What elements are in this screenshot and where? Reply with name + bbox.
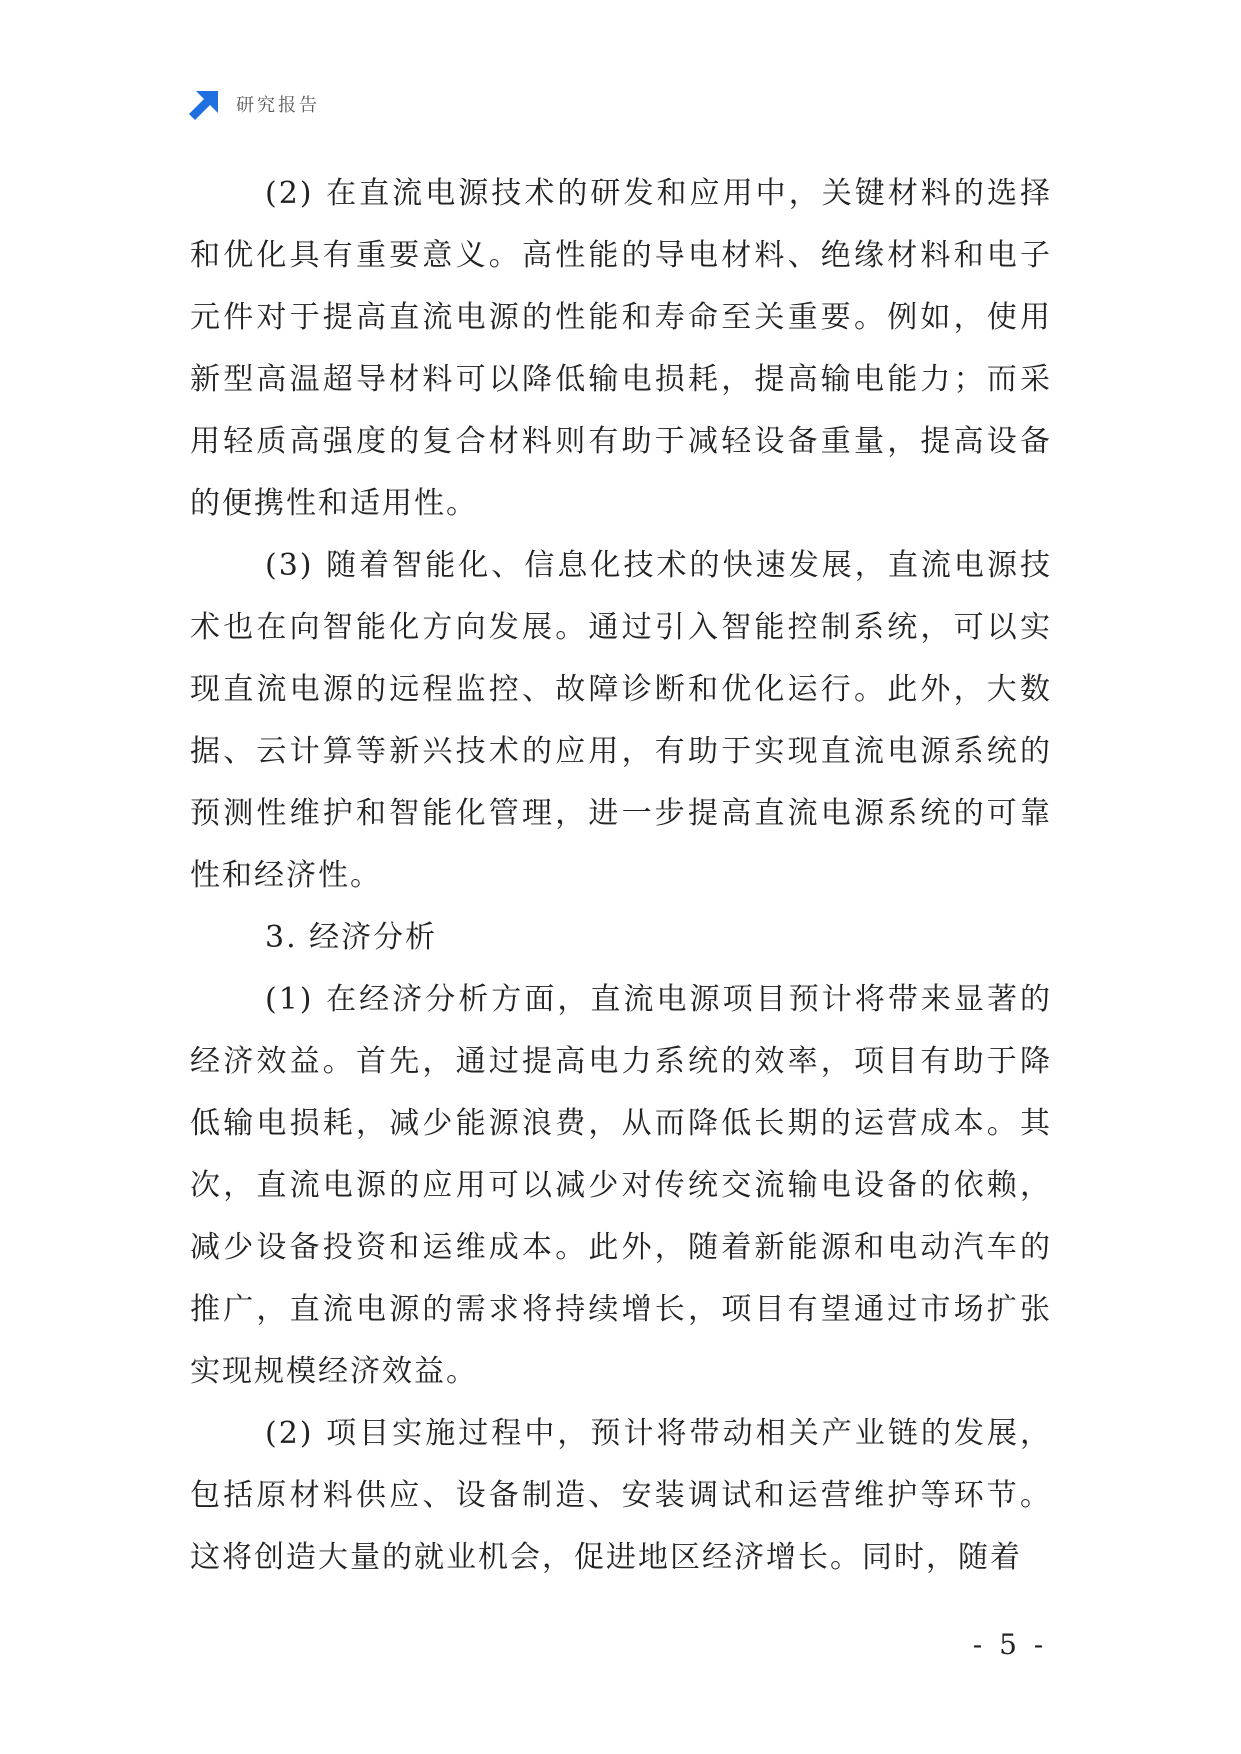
paragraph-economic-1: (1) 在经济分析方面，直流电源项目预计将带来显著的经济效益。首先，通过提高电力系统的效率，项目有助于降低输电损耗，减少能源浪费，从而降低长期的运营成本。其次，直流电源的应用可以减少对传统交流输电设备的依赖，减少设备投资和运维成本。此外，随着新能源和电动汽车的推广，直流电源的需求将持续增长，项目有望通过市场扩张实现规模经济效益。 [190, 982, 1052, 1389]
paragraph-technology-2: (2) 在直流电源技术的研发和应用中，关键材料的选择和优化具有重要意义。高性能的导电材料、绝缘材料和电子元件对于提高直流电源的性能和寿命至关重要。例如，使用新型高温超导材料可以降低输电损耗，提高输电能力；而采用轻质高强度的复合材料则有助于减轻设备重量，提高设备的便携性和适用性。 [190, 176, 1052, 521]
report-body [190, 163, 1052, 1589]
page-number: - 5 - [972, 1628, 1048, 1661]
section-heading-economic-analysis: 3. 经济分析 [265, 920, 438, 955]
report-header [188, 86, 320, 122]
paragraph-technology-3: (3) 随着智能化、信息化技术的快速发展，直流电源技术也在向智能化方向发展。通过引入智能控制系统，可以实现直流电源的远程监控、故障诊断和优化运行。此外，大数据、云计算等新兴技术的应用，有助于实现直流电源系统的预测性维护和智能化管理，进一步提高直流电源系统的可靠性和经济性。 [190, 548, 1052, 893]
header-title: 研究报告 [236, 95, 320, 116]
arrow-up-right-icon [188, 87, 222, 121]
paragraph-economic-2: (2) 项目实施过程中，预计将带动相关产业链的发展，包括原材料供应、设备制造、安装调试和运营维护等环节。这将创造大量的就业机会，促进地区经济增长。同时，随着 [190, 1416, 1052, 1575]
